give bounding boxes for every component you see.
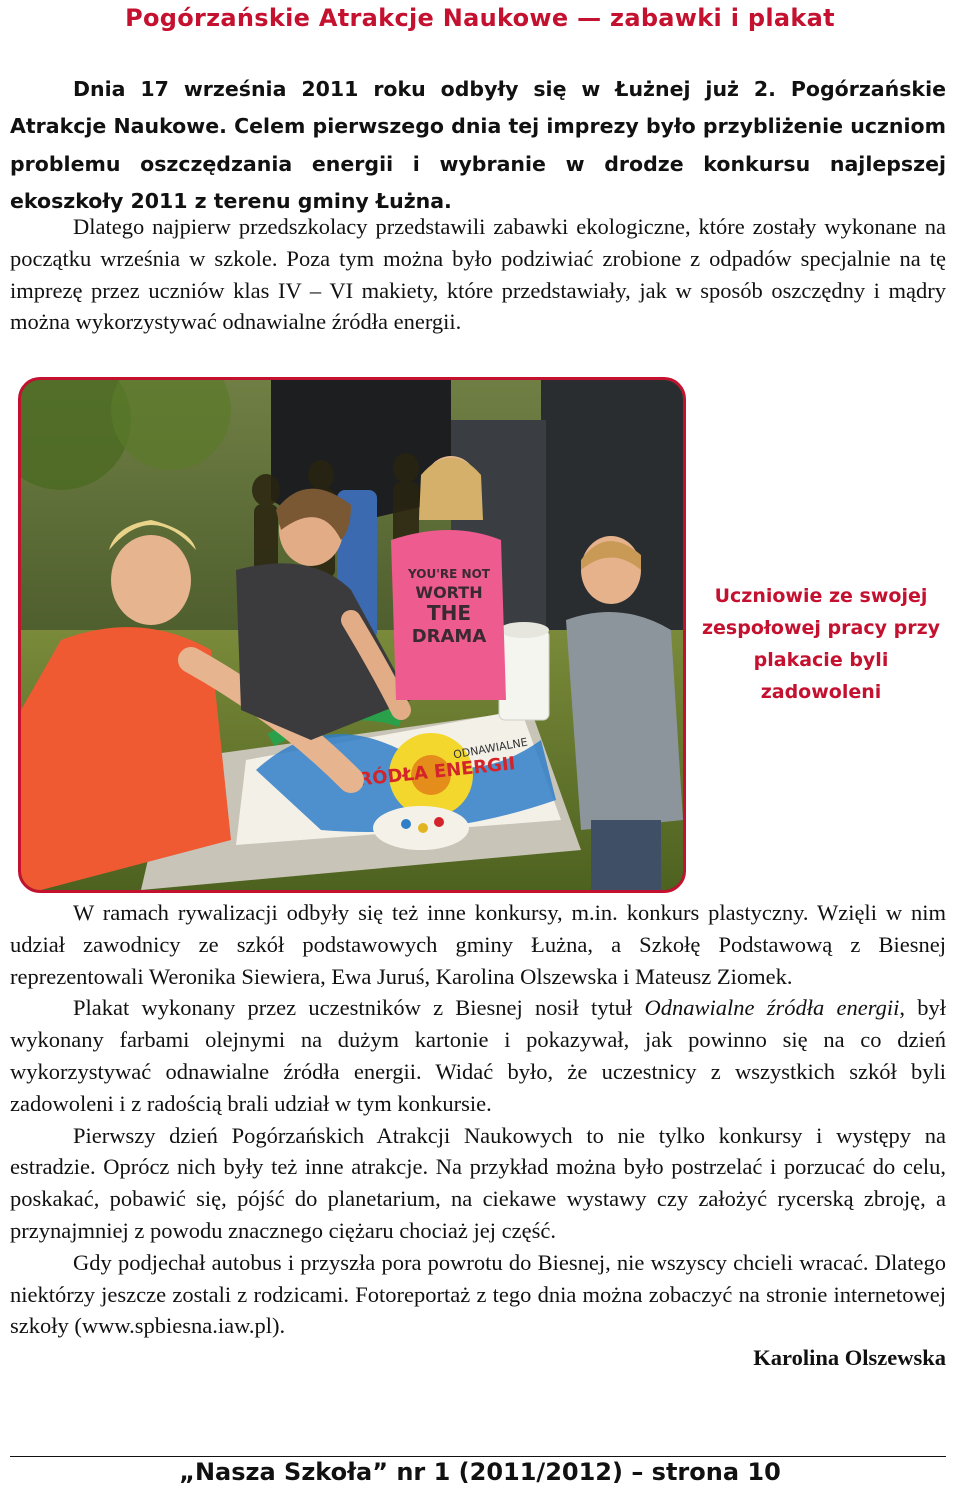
article-body-bottom: [10, 897, 946, 1374]
footer-divider: [10, 1456, 946, 1457]
article-photo: [18, 377, 686, 893]
article-author: Karolina Olszewska: [753, 1345, 946, 1371]
article-title: Pogórzańskie Atrakcje Naukowe — zabawki i plakat: [125, 4, 835, 32]
shirt-text-line-3: THE: [426, 601, 472, 625]
poster-text-energy: ŹRÓDŁA ENERGII: [344, 753, 517, 792]
paragraph-3: [10, 992, 946, 1119]
photo-illustration: [21, 380, 683, 890]
paragraph-1: Dlatego najpierw przedszkolacy przedstawili zabawki ekologiczne, które zostały wykonane na początku września w szkole. Poza tym można było podziwiać zrobione z odpadów specjalnie na tę imprezę przez uczniów klas IV – VI makiety, które przedstawiały, jak w sposób oszczędny i mądry można wykorzystywać odnawialne źródła energii.: [10, 214, 946, 335]
paragraph-4: Pierwszy dzień Pogórzańskich Atrakcji Naukowych to nie tylko konkursy i występy na estradzie. Oprócz nich były też inne atrakcje. Na przykład można było postrzelać i porzucać do celu, poskakać, pobawić się, pójść do planetarium, na ciekawe wystawy czy założyć rycerską zbroję, a przynajmniej z powodu znacznego ciężaru chociaż jej część.: [10, 1122, 946, 1243]
paragraph-3-start: Plakat wykonany przez uczestników z Biesnej nosił tytuł: [73, 995, 645, 1021]
page-footer: „Nasza Szkoła” nr 1 (2011/2012) – strona 10: [179, 1458, 781, 1486]
shirt-text-line-1: YOU'RE NOT: [408, 567, 490, 581]
poster-title: Odnawialne źródła energii: [644, 995, 900, 1021]
shirt-text-line-2: WORTH: [415, 583, 483, 602]
poster-text-renewable: ODNAWIALNE: [452, 735, 529, 762]
paragraph-3-end: , był wykonany farbami olejnymi na dużym kartonie i pokazywał, jak powinno się na co dzień wykorzystywać odnawialne źródła energii. Widać było, że uczestnicy z wszystkich szkół byli zadowoleni i z radością brali udział w tym konkursie.: [10, 995, 946, 1116]
paragraph-2: W ramach rywalizacji odbyły się też inne konkursy, m.in. konkurs plastyczny. Wzięli w nim udział zawodnicy ze szkół podstawowych gminy Łużna, a Szkołę Podstawową z Biesnej reprezentowali Weronika Siewiera, Ewa Juruś, Karolina Olszewska i Mateusz Ziomek.: [10, 900, 946, 989]
article-body-top: [10, 211, 946, 338]
shirt-text-line-4: DRAMA: [411, 626, 487, 647]
paragraph-5: Gdy podjechał autobus i przyszła pora powrotu do Biesnej, nie wszyscy chcieli wracać. Dlatego niektórzy jeszcze zostali z rodzicami. Fotoreportaż z tego dnia można zobaczyć na stronie internetowej szkoły (www.spbiesna.iaw.pl).: [10, 1249, 946, 1339]
photo-caption: Uczniowie ze swojej zespołowej pracy przy plakacie byli zadowoleni: [701, 585, 941, 703]
article-lead: Dnia 17 września 2011 roku odbyły się w Łużnej już 2. Pogórzańskie Atrakcje Naukowe. Celem pierwszego dnia tej imprezy było przybliżenie uczniom problemu oszczędzania energii i wybranie w drodze konkursu najlepszej ekoszkoły 2011 z terenu gminy Łużna.: [10, 76, 946, 213]
